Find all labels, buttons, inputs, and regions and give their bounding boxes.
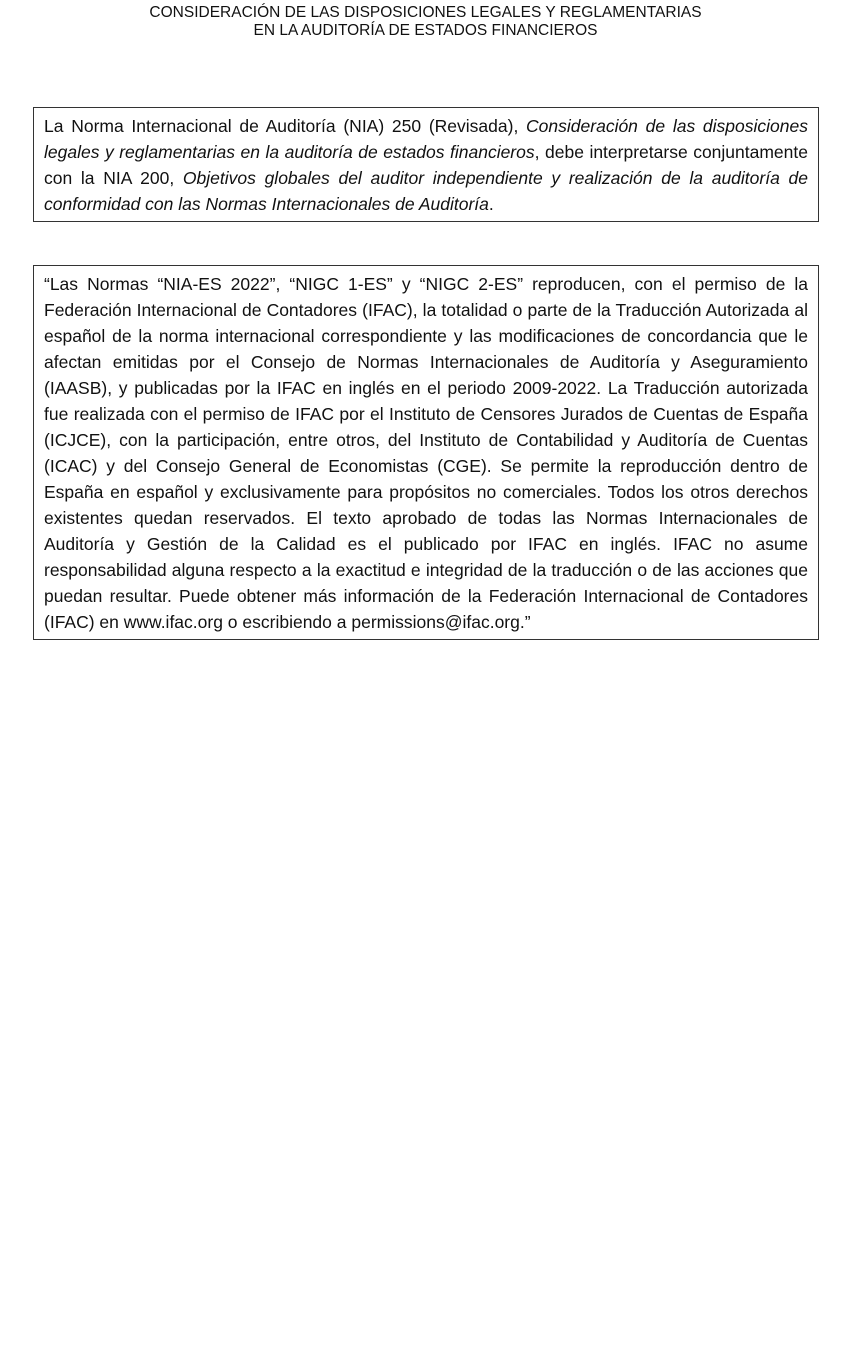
- copyright-paragraph: “Las Normas “NIA-ES 2022”, “NIGC 1-ES” y “NIGC 2-ES” reproducen, con el permiso de la Federación Internacional de Contadores (IFAC), la totalidad o parte de la Traducción Autorizada al español de la norma internacional correspondiente y las modificaciones de concordancia que le afectan emitidas por el Consejo de Normas Internacionales de Auditoría y Aseguramiento (IAASB), y publicadas por la IFAC en inglés en el periodo 2009-2022. La Traducción autorizada fue realizada con el permiso de IFAC por el Instituto de Censores Jurados de Cuentas de España (ICJCE), con la participación, entre otros, del Instituto de Contabilidad y Auditoría de Cuentas (ICAC) y del Consejo General de Economistas (CGE). Se permite la reproducción dentro de España en español y exclusivamente para propósitos no comerciales. Todos los otros derechos existentes quedan reservados. El texto aprobado de todas las Normas Internacionales de Auditoría y Gestión de la Calidad es el publicado por IFAC en inglés. IFAC no asume responsabilidad alguna respecto a la exactitud e integridad de la traducción o de las acciones que puedan resultar. Puede obtener más información de la Federación Internacional de Contadores (IFAC) en www.ifac.org o escribiendo a permissions@ifac.org.”: [44, 274, 808, 632]
- notice-title-italic-2: Objetivos globales del auditor independiente y realización de la auditoría de conformidad con las Normas Internacionales de Auditoría: [44, 168, 808, 214]
- notice-text-2: , debe interpretarse conjuntamente con la NIA 200,: [44, 142, 808, 188]
- notice-paragraph: [44, 113, 808, 217]
- notice-title-italic-1: Consideración de las disposiciones legales y reglamentarias en la auditoría de estados financieros: [44, 116, 808, 162]
- header-line-1: CONSIDERACIÓN DE LAS DISPOSICIONES LEGALES Y REGLAMENTARIAS: [149, 4, 702, 21]
- copyright-box: [33, 265, 819, 640]
- notice-box: [33, 107, 819, 222]
- notice-text-1: La Norma Internacional de Auditoría (NIA) 250 (Revisada),: [44, 116, 527, 136]
- notice-text-3: .: [488, 194, 494, 214]
- header-line-2: EN LA AUDITORÍA DE ESTADOS FINANCIEROS: [253, 22, 598, 39]
- page-header: [0, 4, 851, 40]
